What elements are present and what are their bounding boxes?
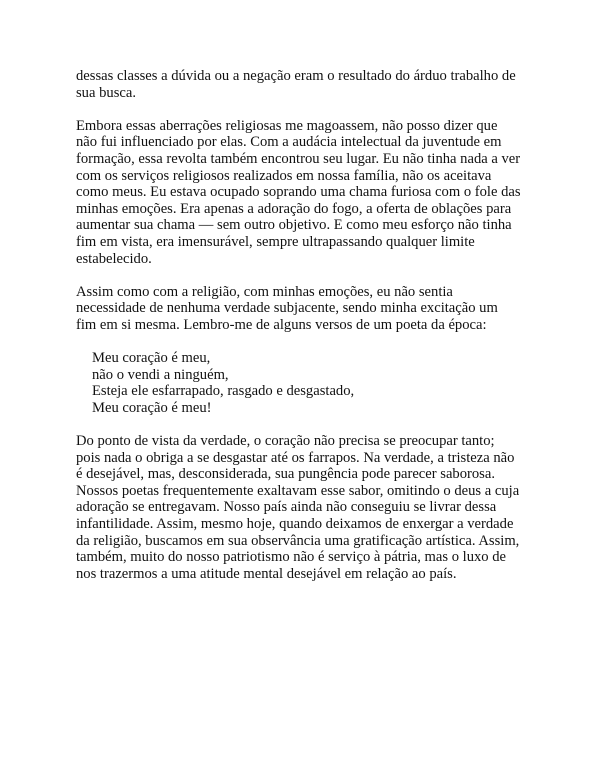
paragraph-3: Assim como com a religião, com minhas emoções, eu não sentia necessidade de nenhuma verdade subjacente, sendo minha excitação um fim em si mesma. Lembro-me de alguns versos de um poeta da época: xyxy=(76,283,498,333)
poem-block xyxy=(92,350,536,416)
document-page xyxy=(76,68,536,599)
poem-line-1: Meu coração é meu, xyxy=(92,350,211,367)
poem-line-2: não o vendi a ninguém, xyxy=(92,366,229,383)
paragraph-1: dessas classes a dúvida ou a negação eram o resultado do árduo trabalho de sua busca. xyxy=(76,68,516,101)
paragraph-4: Do ponto de vista da verdade, o coração não precisa se preocupar tanto; pois nada o obriga a se desgastar até os farrapos. Na verdade, a tristeza não é desejável, mas, desconsiderada, sua pungência pode parecer saborosa. Nossos poetas frequentemente exaltavam esse sabor, omitindo o deus a cuja adoração se entregavam. Nosso país ainda não conseguiu se livrar dessa infantilidade. Assim, mesmo hoje, quando deixamos de enxergar a verdade da religião, buscamos em sua observância uma gratificação artística. Assim, também, muito do nosso patriotismo não é serviço à pátria, mas o luxo de nos trazermos a uma atitude mental desejável em relação ao país. xyxy=(76,433,520,582)
paragraph-2: Embora essas aberrações religiosas me magoassem, não posso dizer que não fui influenciado por elas. Com a audácia intelectual da juventude em formação, essa revolta também encontrou seu lugar. Eu não tinha nada a ver com os serviços religiosos realizados em nossa família, não os aceitava como meus. Eu estava ocupado soprando uma chama furiosa com o fole das minhas emoções. Era apenas a adoração do fogo, a oferta de oblações para aumentar sua chama — sem outro objetivo. E como meu esforço não tinha fim em vista, era imensurável, sempre ultrapassando qualquer limite estabelecido. xyxy=(76,117,521,267)
poem-line-4: Meu coração é meu! xyxy=(92,399,212,416)
poem-line-3: Esteja ele esfarrapado, rasgado e desgastado, xyxy=(92,383,355,400)
